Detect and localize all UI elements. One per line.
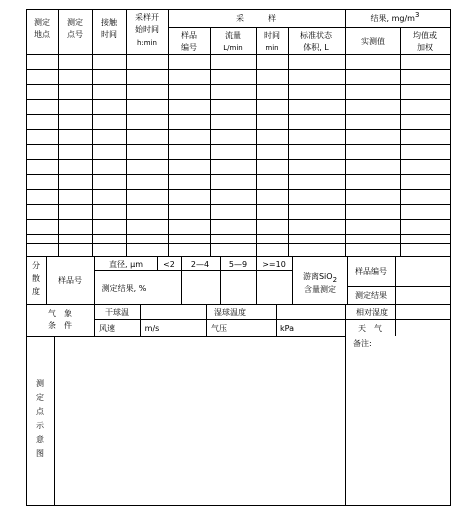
dispersion-diameter: 直径, μm bbox=[109, 260, 143, 269]
header-flow-line1: 流量 bbox=[225, 31, 241, 40]
dispersion-bin-3: 5—9 bbox=[228, 260, 248, 269]
dispersion-label-3: 度 bbox=[32, 287, 40, 296]
wet-bulb-label: 湿球温度 bbox=[214, 308, 246, 317]
diagram-label-3: 点 bbox=[36, 407, 44, 416]
sio2-sub: 2 bbox=[332, 276, 338, 284]
header-sample-no-line2: 编号 bbox=[181, 43, 197, 52]
header-point-no-line1: 测定 bbox=[67, 18, 83, 27]
weather-label-line1: 气 象 bbox=[48, 309, 72, 318]
dispersion-sample-no: 样品号 bbox=[58, 276, 82, 285]
header-point-no-line2: 点号 bbox=[67, 30, 83, 39]
diagram-label-1: 测 bbox=[36, 379, 44, 388]
table-header bbox=[34, 11, 437, 52]
header-volume-line1: 标准状态 bbox=[300, 31, 332, 40]
sio2-line1 bbox=[303, 271, 337, 284]
header-time-line2: min bbox=[265, 44, 279, 52]
remarks-label: 备注: bbox=[353, 339, 372, 348]
header-start-line2: 始时间 bbox=[135, 25, 159, 34]
pressure-label: 气压 bbox=[211, 324, 227, 333]
header-exposure-line1: 接触 bbox=[101, 18, 117, 27]
rh-label: 相对湿度 bbox=[356, 308, 388, 317]
header-site-line1: 测定 bbox=[34, 18, 50, 27]
dispersion-bin-1: <2 bbox=[163, 260, 175, 269]
diagram-label-6: 图 bbox=[36, 449, 44, 458]
sample-id-label: 样品编号 bbox=[355, 267, 387, 276]
form-grid bbox=[26, 9, 451, 506]
dispersion-label-2: 散 bbox=[32, 274, 40, 283]
header-start-line1: 采样开 bbox=[135, 13, 159, 22]
header-result-text: 结果, mg/m bbox=[370, 14, 415, 23]
header-exposure-line2: 时间 bbox=[101, 30, 117, 39]
header-avg-line1: 均值或 bbox=[413, 31, 437, 40]
diagram-label-2: 定 bbox=[36, 393, 44, 402]
diagram-label-5: 意 bbox=[36, 435, 44, 444]
header-flow-line2: L/min bbox=[223, 44, 243, 52]
sio2-line2: 含量测定 bbox=[304, 285, 336, 294]
dispersion-label-1: 分 bbox=[32, 261, 40, 270]
pressure-unit: kPa bbox=[280, 324, 294, 333]
weather-label-line2: 条 件 bbox=[48, 321, 72, 330]
dispersion-bin-2: 2—4 bbox=[190, 260, 210, 269]
wind-unit: m/s bbox=[144, 324, 160, 333]
header-sample-no-line1: 样品 bbox=[181, 31, 197, 40]
header-site-line2: 地点 bbox=[34, 30, 50, 39]
diagram-section bbox=[36, 338, 372, 458]
header-sampling-group: 采 样 bbox=[236, 14, 276, 23]
sio2-text: 游离SiO bbox=[302, 272, 333, 281]
wind-label: 风速 bbox=[99, 324, 115, 333]
header-result-group bbox=[371, 11, 420, 23]
diagram-label-4: 示 bbox=[36, 421, 44, 430]
header-volume-line2: 体积, L bbox=[303, 43, 329, 52]
header-avg-line2: 加权 bbox=[417, 43, 433, 52]
header-time-line1: 时间 bbox=[264, 31, 280, 40]
header-measured: 实测值 bbox=[361, 37, 385, 46]
dispersion-bin-4: >=10 bbox=[262, 260, 286, 269]
header-start-line3: h:min bbox=[137, 39, 157, 47]
measure-result-label: 测定结果 bbox=[355, 291, 387, 300]
dry-bulb-label: 干球温 bbox=[105, 308, 129, 317]
sky-label: 天 气 bbox=[358, 324, 382, 333]
dispersion-result: 测定结果, % bbox=[101, 284, 147, 293]
header-result-sup: 3 bbox=[414, 11, 420, 19]
dispersion-section bbox=[32, 259, 387, 300]
